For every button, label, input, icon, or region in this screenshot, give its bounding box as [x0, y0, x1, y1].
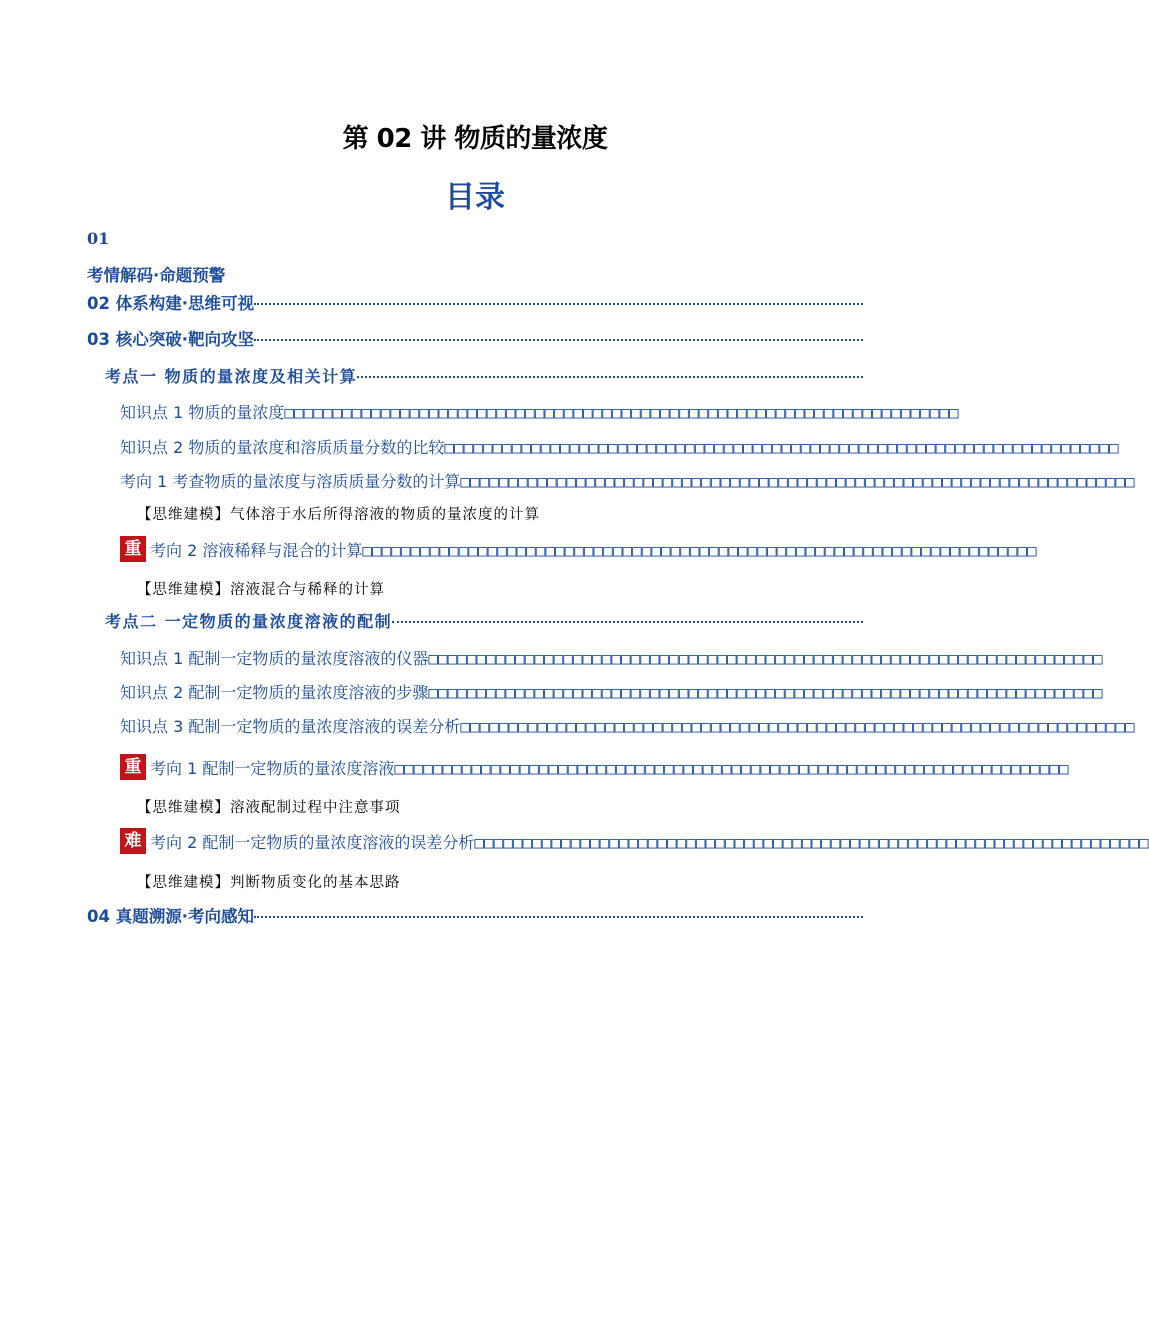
- dot-leader: [392, 620, 863, 623]
- dot-leader: [357, 375, 863, 378]
- toc-k2-zhishi-2[interactable]: [120, 680, 1103, 703]
- toc-kaodian-2[interactable]: [105, 609, 863, 632]
- toc-entry-label: [124, 538, 363, 565]
- page-title: 第 02 讲 物质的量浓度: [342, 124, 608, 154]
- toc-section-04[interactable]: [87, 903, 863, 927]
- toc-entry-text: 考向 1 配制一定物质的量浓度溶液: [150, 759, 395, 778]
- box-leader: □□□□□□□□□□□□□□□□□□□□□□□□□□□□□□□□□□□□□□□□□□□□□□□□□□□□□□□□□□□□□□□□□□□□□□: [362, 541, 1037, 560]
- important-badge-icon: 重: [120, 536, 146, 562]
- toc-entry-label: [124, 756, 395, 783]
- toc-entry-label: 知识点 2 配制一定物质的量浓度溶液的步骤: [120, 683, 429, 702]
- toc-section-01-label[interactable]: 考情解码·命题预警: [87, 266, 226, 285]
- dot-leader: [254, 302, 863, 305]
- box-leader: □□□□□□□□□□□□□□□□□□□□□□□□□□□□□□□□□□□□□□□□□□□□□□□□□□□□□□□□□□□□□□□□□□□□□□: [394, 759, 1069, 778]
- box-leader: □□□□□□□□□□□□□□□□□□□□□□□□□□□□□□□□□□□□□□□□□□□□□□□□□□□□□□□□□□□□□□□□□□□□□□: [460, 472, 1135, 491]
- toc-entry-label: 02 体系构建·思维可视: [87, 294, 254, 313]
- toc-section-02[interactable]: [87, 290, 863, 314]
- toc-heading: 目录: [445, 180, 505, 215]
- toc-entry-label: 知识点 1 配制一定物质的量浓度溶液的仪器: [120, 649, 429, 668]
- toc-k2-kaoxiang-1[interactable]: [124, 756, 1069, 783]
- important-badge-icon: 重: [120, 754, 146, 780]
- box-leader: □□□□□□□□□□□□□□□□□□□□□□□□□□□□□□□□□□□□□□□□□□□□□□□□□□□□□□□□□□□□□□□□□□□□□□: [474, 833, 1149, 852]
- toc-entry-label: 知识点 3 配制一定物质的量浓度溶液的误差分析: [120, 717, 461, 736]
- toc-entry-label: 知识点 2 物质的量浓度和溶质质量分数的比较: [120, 438, 445, 457]
- toc-k2-model-2[interactable]: 【思维建模】判断物质变化的基本思路: [137, 875, 401, 891]
- toc-k1-model-2[interactable]: 【思维建模】溶液混合与稀释的计算: [137, 582, 385, 598]
- toc-entry-label: 考向 1 考查物质的量浓度与溶质质量分数的计算: [120, 472, 461, 491]
- box-leader: □□□□□□□□□□□□□□□□□□□□□□□□□□□□□□□□□□□□□□□□□□□□□□□□□□□□□□□□□□□□□□□□□□□□□□: [428, 649, 1103, 668]
- toc-k2-zhishi-3[interactable]: [120, 714, 1135, 737]
- toc-k1-zhishi-2[interactable]: [120, 435, 1119, 458]
- box-leader: □□□□□□□□□□□□□□□□□□□□□□□□□□□□□□□□□□□□□□□□□□□□□□□□□□□□□□□□□□□□□□□□□□□□□□: [284, 403, 959, 422]
- toc-entry-label: 考点二 一定物质的量浓度溶液的配制: [105, 612, 393, 631]
- dot-leader: [254, 338, 863, 341]
- toc-k1-model-1[interactable]: 【思维建模】气体溶于水后所得溶液的物质的量浓度的计算: [137, 507, 540, 523]
- toc-k2-model-1[interactable]: 【思维建模】溶液配制过程中注意事项: [137, 800, 401, 816]
- toc-entry-label: 考点一 物质的量浓度及相关计算: [105, 367, 358, 386]
- toc-entry-label: 03 核心突破·靶向攻坚: [87, 330, 254, 349]
- toc-entry-label: 04 真题溯源·考向感知: [87, 907, 254, 926]
- toc-section-03[interactable]: [87, 326, 863, 350]
- toc-entry-text: 考向 2 溶液稀释与混合的计算: [150, 541, 363, 560]
- toc-section-01-number[interactable]: 01: [87, 229, 110, 248]
- toc-entry-label: 知识点 1 物质的量浓度: [120, 403, 285, 422]
- toc-entry-text: 考向 2 配制一定物质的量浓度溶液的误差分析: [150, 833, 475, 852]
- toc-k1-zhishi-1[interactable]: [120, 400, 959, 423]
- box-leader: □□□□□□□□□□□□□□□□□□□□□□□□□□□□□□□□□□□□□□□□□□□□□□□□□□□□□□□□□□□□□□□□□□□□□□: [428, 683, 1103, 702]
- toc-k1-kaoxiang-2[interactable]: [124, 538, 1037, 565]
- toc-k2-zhishi-1[interactable]: [120, 646, 1103, 669]
- toc-entry-label: [124, 830, 475, 857]
- dot-leader: [254, 915, 863, 918]
- difficult-badge-icon: 难: [120, 828, 146, 854]
- box-leader: □□□□□□□□□□□□□□□□□□□□□□□□□□□□□□□□□□□□□□□□□□□□□□□□□□□□□□□□□□□□□□□□□□□□□□: [444, 438, 1119, 457]
- toc-k1-kaoxiang-1[interactable]: [120, 469, 1135, 492]
- toc-k2-kaoxiang-2[interactable]: [124, 830, 1149, 857]
- toc-kaodian-1[interactable]: [105, 364, 863, 387]
- box-leader: □□□□□□□□□□□□□□□□□□□□□□□□□□□□□□□□□□□□□□□□□□□□□□□□□□□□□□□□□□□□□□□□□□□□□□: [460, 717, 1135, 736]
